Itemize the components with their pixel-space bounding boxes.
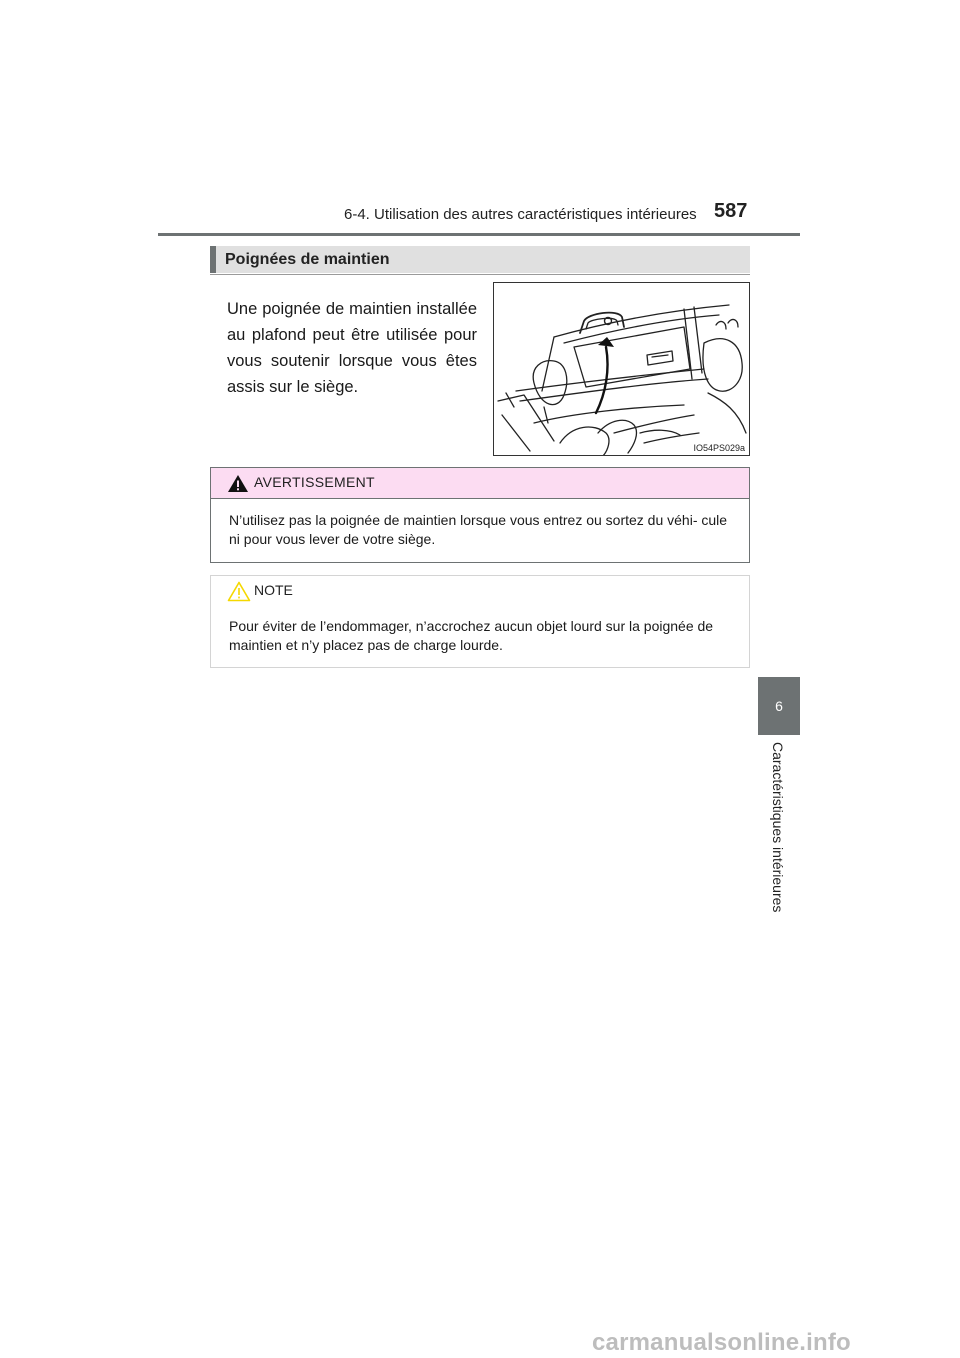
chapter-section-title: 6-4. Utilisation des autres caractéristiques intérieures <box>344 206 697 223</box>
warning-box <box>210 467 750 563</box>
note-header <box>211 576 749 606</box>
warning-header <box>211 468 749 499</box>
section-title <box>210 246 750 273</box>
assist-grip-illustration <box>493 282 750 456</box>
warning-triangle-icon <box>227 474 249 493</box>
intro-paragraph: Une poignée de maintien installée au plafond peut être utilisée pour vous soutenir lorsque vous êtes assis sur le siège. <box>227 300 477 396</box>
chapter-side-label <box>757 742 799 922</box>
car-interior-drawing <box>494 283 750 456</box>
warning-text: N’utilisez pas la poignée de maintien lorsque vous entrez ou sortez du véhi- cule ni pour vous lever de votre siège. <box>229 512 728 547</box>
note-box <box>210 575 750 668</box>
note-text: Pour éviter de l’endommager, n’accrochez aucun objet lourd sur la poignée de maintien et n’y placez pas de charge lourde. <box>229 618 714 653</box>
warning-label: AVERTISSEMENT <box>254 474 375 490</box>
page-number: 587 <box>714 200 748 222</box>
caution-triangle-outline-icon <box>227 581 251 602</box>
figure-code: IO54PS029a <box>693 443 745 453</box>
watermark: carmanualsonline.info <box>592 1329 851 1356</box>
header-divider <box>158 233 800 236</box>
note-label: NOTE <box>254 582 293 598</box>
chapter-label: Caractéristiques intérieures <box>770 742 786 913</box>
section-title-text: Poignées de maintien <box>225 251 390 268</box>
chapter-number: 6 <box>775 698 783 714</box>
chapter-tab <box>758 677 800 735</box>
